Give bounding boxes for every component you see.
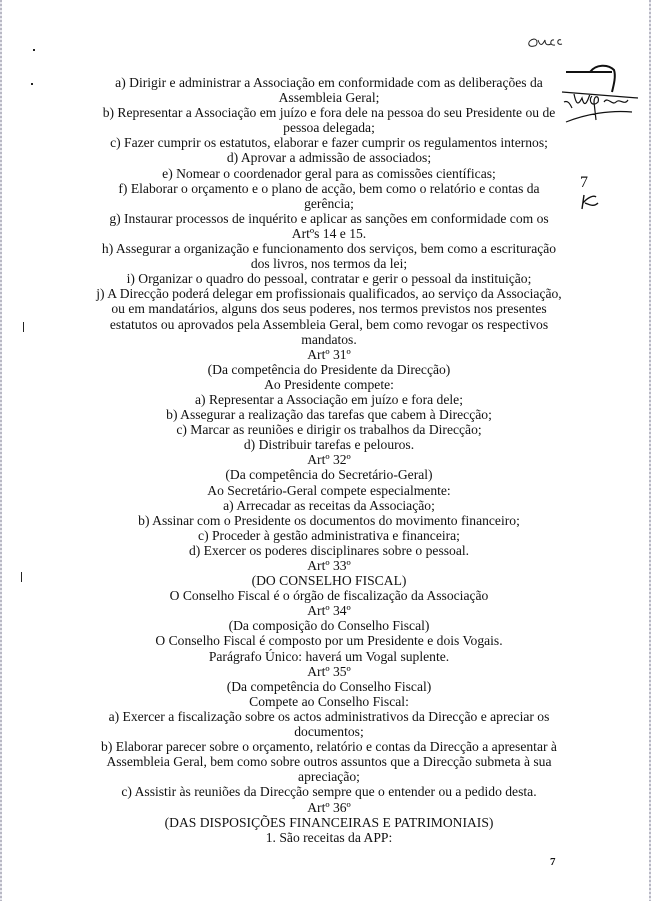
text-line: i) Organizar o quadro do pessoal, contratar e gerir o pessoal da instituição;	[126, 271, 532, 287]
article-subtitle: (Da competência do Presidente da Direcção)	[207, 361, 451, 377]
text-line: b) Elaborar parecer sobre o orçamento, relatório e contas da Direcção a apresentar à Assembleia Geral, bem como sobre outros assuntos que a Direcção submeta à sua apreciação;	[101, 739, 557, 785]
text-line: a) Dirigir e administrar a Associação em conformidade com as deliberações da Assembleia Geral;	[115, 75, 543, 106]
article-subtitle: (DAS DISPOSIÇÕES FINANCEIRAS E PATRIMONIAIS)	[164, 814, 494, 830]
text-line: f) Elaborar o orçamento e o plano de acção, bem como o relatório e contas da gerência;	[118, 180, 540, 211]
text-line: h) Assegurar a organização e funcionamento dos serviços, bem como a escrituração dos livros, nos termos da lei;	[101, 241, 557, 272]
margin-initial-mark	[580, 193, 600, 211]
page-number: 7	[550, 856, 556, 868]
text-line: g) Instaurar processos de inquérito e aplicar as sanções em conformidade com os Artºs 14 e 15.	[109, 210, 549, 241]
article-heading: Artº 34º	[307, 603, 351, 619]
text-line: c) Marcar as reuniões e dirigir os trabalhos da Direcção;	[176, 422, 482, 438]
text-line: b) Assinar com o Presidente os documentos do movimento financeiro;	[138, 512, 520, 528]
article-subtitle: (Da competência do Conselho Fiscal)	[226, 678, 432, 694]
scan-speck	[23, 322, 24, 332]
text-line: a) Representar a Associação em juízo e fora dele;	[195, 391, 463, 407]
text-line: a) Exercer a fiscalização sobre os actos administrativos da Direcção e apreciar os documentos;	[108, 708, 550, 740]
text-line: c) Assistir às reuniões da Direcção sempre que o entender ou a pedido desta.	[121, 784, 537, 800]
margin-page-mark: 7	[580, 174, 588, 191]
article-heading: Artº 36º	[307, 799, 351, 815]
text-line: Ao Secretário-Geral compete especialmente:	[207, 482, 451, 498]
text-line: d) Aprovar a admissão de associados;	[226, 150, 432, 166]
scan-speck	[31, 83, 33, 85]
text-line: O Conselho Fiscal é composto por um Presidente e dois Vogais.	[155, 633, 503, 649]
text-line: a) Arrecadar as receitas da Associação;	[223, 497, 435, 513]
text-line: O Conselho Fiscal é o órgão de fiscalização da Associação	[169, 588, 489, 604]
text-line: d) Distribuir tarefas e pelouros.	[243, 437, 415, 453]
document-body	[96, 75, 562, 845]
article-subtitle: (Da competência do Secretário-Geral)	[225, 467, 433, 483]
handwritten-initials	[525, 30, 570, 52]
article-heading: Artº 31º	[307, 346, 351, 362]
text-line: Ao Presidente compete:	[264, 376, 394, 392]
text-line: c) Proceder à gestão administrativa e financeira;	[198, 527, 460, 543]
text-line: e) Nomear o coordenador geral para as comissões científicas;	[162, 165, 496, 181]
text-line: 1. São receitas da APP:	[265, 829, 393, 845]
article-subtitle: (DO CONSELHO FISCAL)	[251, 573, 407, 589]
signature	[560, 62, 642, 130]
text-line: b) Assegurar a realização das tarefas que cabem à Direcção;	[166, 407, 492, 423]
article-heading: Artº 33º	[307, 558, 351, 573]
article-heading: Artº 32º	[307, 452, 351, 468]
text-line: Compete ao Conselho Fiscal:	[249, 693, 409, 709]
text-line: d) Exercer os poderes disciplinares sobre o pessoal.	[188, 542, 470, 558]
scan-speck	[33, 49, 35, 51]
article-subtitle: (Da composição do Conselho Fiscal)	[228, 618, 430, 634]
text-line: Parágrafo Único: haverá um Vogal suplente.	[208, 648, 450, 664]
text-line: j) A Direcção poderá delegar em profissionais qualificados, ao serviço da Associação, ou em mandatários, alguns dos seus poderes, nos termos previstos nos presentes estatutos ou aprovados pela Assembleia Geral, bem como revogar os respectivos mandatos.	[96, 286, 562, 347]
article-heading: Artº 35º	[307, 663, 351, 679]
text-line: b) Representar a Associação em juízo e fora dele na pessoa do seu Presidente ou de pessoa delegada;	[102, 105, 556, 136]
scan-speck	[21, 572, 22, 582]
text-line: c) Fazer cumprir os estatutos, elaborar e fazer cumprir os regulamentos internos;	[110, 135, 548, 151]
page-edge-left	[0, 0, 2, 901]
